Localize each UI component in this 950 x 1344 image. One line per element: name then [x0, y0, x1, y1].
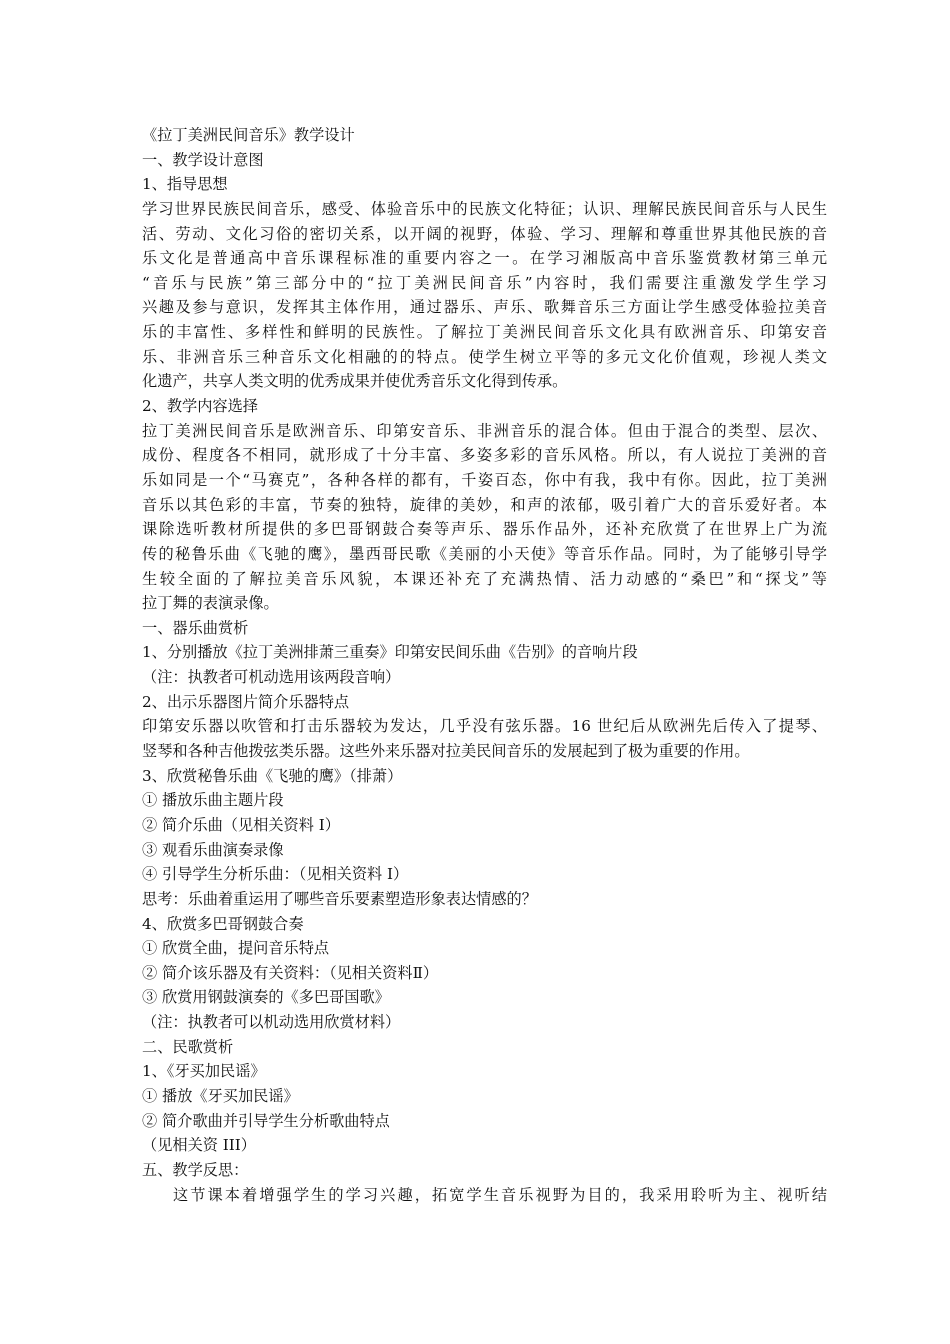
text-line: 思考：乐曲着重运用了哪些音乐要素塑造形象表达情感的？ — [142, 889, 537, 908]
document-page — [142, 123, 827, 1207]
text-line: 音乐以其色彩的丰富，节奏的独特，旋律的美妙，和声的浓郁，吸引着广大的音乐爱好者。本 — [142, 495, 827, 514]
text-line: 传的秘鲁乐曲《飞驰的鹰》，墨西哥民歌《美丽的小天使》等音乐作品。同时，为了能够引导学 — [142, 544, 827, 563]
document-body — [142, 148, 827, 1208]
text-line: （注：执教者可以机动选用欣赏材料） — [142, 1013, 401, 1032]
text-line: 化遗产，共享人类文明的优秀成果并使优秀音乐文化得到传承。 — [142, 372, 568, 391]
text-line: 乐的丰富性、多样性和鲜明的民族性。了解拉丁美洲民间音乐文化具有欧洲音乐、印第安音 — [142, 323, 827, 342]
text-line: 1、分别播放《拉丁美洲排萧三重奏》印第安民间乐曲《告别》的音响片段 — [142, 643, 638, 662]
text-line: 1、《牙买加民谣》 — [142, 1062, 266, 1081]
text-line: 3、欣赏秘鲁乐曲《飞驰的鹰》（排萧） — [142, 766, 403, 785]
text-line: 五、教学反思： — [142, 1160, 249, 1179]
text-line: 这节课本着增强学生的学习兴趣，拓宽学生音乐视野为目的，我采用聆听为主、视听结 — [173, 1185, 827, 1204]
text-line: 拉丁舞的表演录像。 — [142, 594, 279, 613]
text-line: 乐如同是一个“马赛克”，各种各样的都有，千姿百态，你中有我，我中有你。因此，拉丁美洲 — [142, 470, 827, 489]
text-line: 生较全面的了解拉美音乐风貌，本课还补充了充满热情、活力动感的“桑巴”和“探戈”等 — [142, 569, 827, 588]
text-line: ① 欣赏全曲，提问音乐特点 — [142, 939, 330, 958]
text-line: 2、教学内容选择 — [142, 397, 258, 416]
text-line: ② 简介乐曲（见相关资料 I） — [142, 815, 340, 834]
text-line: 一、器乐曲赏析 — [142, 618, 249, 637]
text-line: “音乐与民族”第三部分中的“拉丁美洲民间音乐”内容时，我们需要注重激发学生学习 — [142, 273, 827, 292]
text-line: 乐、非洲音乐三种音乐文化相融的的特点。使学生树立平等的多元文化价值观，珍视人类文 — [142, 347, 827, 366]
text-line: ② 简介该乐器及有关资料：（见相关资料Ⅱ） — [142, 963, 439, 982]
text-line: 乐文化是普通高中音乐课程标准的重要内容之一。在学习湘版高中音乐鉴赏教材第三单元 — [142, 249, 827, 268]
text-line: 印第安乐器以吹管和打击乐器较为发达，几乎没有弦乐器。16 世纪后从欧洲先后传入了提琴、 — [142, 717, 827, 736]
document-title: 《拉丁美洲民间音乐》教学设计 — [142, 126, 355, 144]
text-line: ③ 观看乐曲演奏录像 — [142, 840, 284, 859]
text-line: 学习世界民族民间音乐，感受、体验音乐中的民族文化特征；认识、理解民族民间音乐与人民生 — [142, 199, 827, 218]
text-line: 4、欣赏多巴哥钢鼓合奏 — [142, 914, 304, 933]
text-line: 1、指导思想 — [142, 175, 228, 194]
text-line: ① 播放乐曲主题片段 — [142, 791, 284, 810]
text-line: 竖琴和各种吉他拨弦类乐器。这些外来乐器对拉美民间音乐的发展起到了极为重要的作用。 — [142, 742, 750, 761]
text-line: 课除选听教材所提供的多巴哥钢鼓合奏等声乐、器乐作品外，还补充欣赏了在世界上广为流 — [142, 520, 827, 539]
text-line: ③ 欣赏用钢鼓演奏的《多巴哥国歌》 — [142, 988, 390, 1007]
text-line: ① 播放《牙买加民谣》 — [142, 1086, 299, 1105]
text-line: 兴趣及参与意识，发挥其主体作用，通过器乐、声乐、歌舞音乐三方面让学生感受体验拉美音 — [142, 298, 827, 317]
text-line: ② 简介歌曲并引导学生分析歌曲特点 — [142, 1111, 390, 1130]
text-line: 拉丁美洲民间音乐是欧洲音乐、印第安音乐、非洲音乐的混合体。但由于混合的类型、层次、 — [142, 421, 827, 440]
text-line: ④ 引导学生分析乐曲：（见相关资料 I） — [142, 865, 409, 884]
text-line: 二、民歌赏析 — [142, 1037, 234, 1056]
text-line: 一、教学设计意图 — [142, 150, 264, 169]
text-line: （见相关资 III） — [142, 1136, 256, 1155]
text-line: 成份、程度各不相同，就形成了十分丰富、多姿多彩的音乐风格。所以，有人说拉丁美洲的音 — [142, 446, 827, 465]
text-line: 2、出示乐器图片简介乐器特点 — [142, 692, 350, 711]
text-line: （注：执教者可机动选用该两段音响） — [142, 668, 401, 687]
text-line: 活、劳动、文化习俗的密切关系，以开阔的视野，体验、学习、理解和尊重世界其他民族的音 — [142, 224, 827, 243]
